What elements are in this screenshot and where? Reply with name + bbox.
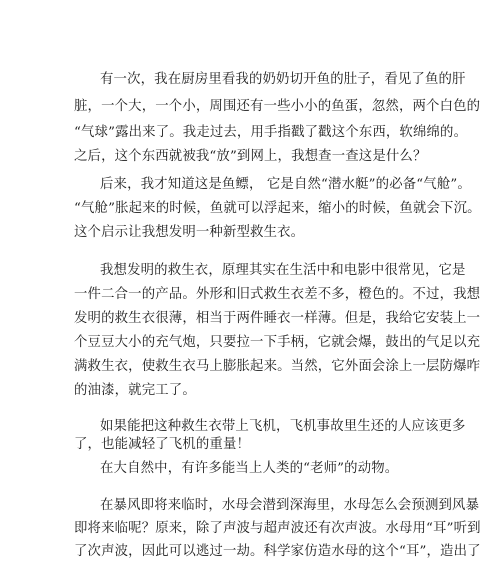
- paragraph-4-line-1: 如果能把这种救生衣带上飞机，飞机事故里生还的人应该更多: [100, 419, 466, 434]
- paragraph-3-line-1: 我想发明的救生衣，原理其实在生活中和电影中很常见，它是: [100, 263, 466, 278]
- paragraph-3-line-6: 的油漆，就完工了。: [74, 383, 196, 398]
- paragraph-3-line-2: 一件二合一的产品。外形和旧式救生衣差不多，橙色的。不过，我想: [74, 287, 481, 302]
- paragraph-1-line-3: “气球”露出来了。我走过去，用手指戳了戳这个东西，软绵绵的。: [74, 125, 468, 140]
- paragraph-3-line-3: 发明的救生衣很薄，相当于两件睡衣一样薄。但是，我给它安装上一: [74, 311, 481, 326]
- paragraph-2-line-3: 这个启示让我想发明一种新型救生衣。: [74, 225, 305, 240]
- paragraph-4-line-2: 了，也能减轻了飞机的重量！: [74, 437, 251, 452]
- paragraph-6-line-3: 了次声波，因此可以逃过一劫。科学家仿造水母的这个“耳”，造出了: [74, 544, 481, 559]
- paragraph-6-line-2: 即将来临呢？原来，除了声波与超声波还有次声波。水母用“耳”听到: [74, 521, 481, 536]
- paragraph-3-line-5: 满救生衣，使救生衣马上膨胀起来。当然，它外面会涂上一层防爆咋: [74, 359, 481, 374]
- paragraph-1-line-1: 有一次，我在厨房里看我的奶奶切开鱼的肚子，看见了鱼的肝: [100, 72, 466, 87]
- paragraph-1-line-4: 之后，这个东西就被我“放”到网上，我想查一查这是什么？: [74, 149, 427, 164]
- paragraph-2-line-1: 后来，我才知道这是鱼鳔， 它是自然“潜水艇”的必备“气舱”。: [100, 177, 471, 192]
- paragraph-1-line-2: 脏，一个大，一个小，周围还有一些小小的鱼蛋，忽然，两个白色的: [74, 99, 481, 114]
- paragraph-5-line-1: 在大自然中，有许多能当上人类的“老师”的动物。: [100, 461, 399, 476]
- paragraph-2-line-2: “气舱”胀起来的时候，鱼就可以浮起来，缩小的时候，鱼就会下沉。: [74, 201, 481, 216]
- paragraph-3-line-4: 个豆豆大小的充气炮，只要拉一下手柄，它就会爆，鼓出的气足以充: [74, 335, 481, 350]
- paragraph-6-line-1: 在暴风即将来临时，水母会潜到深海里，水母怎么会预测到风暴: [100, 498, 480, 513]
